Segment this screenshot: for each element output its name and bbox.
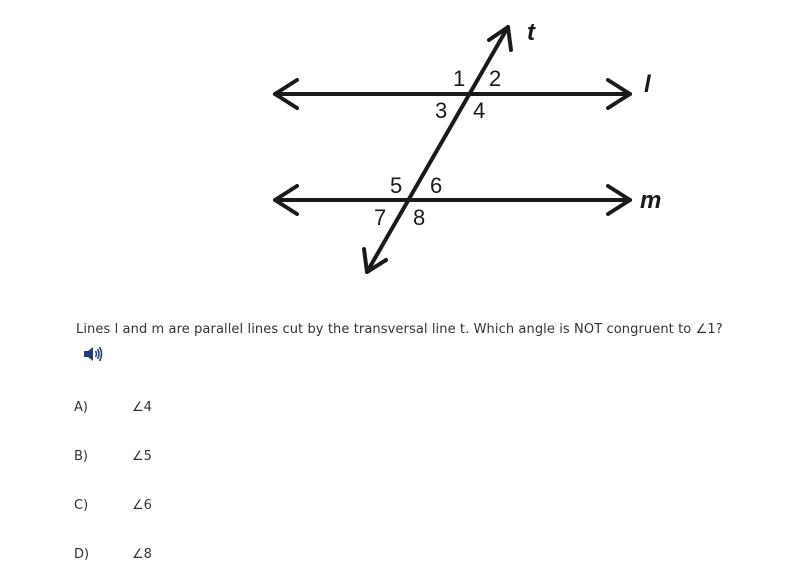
choice-letter: A)	[74, 400, 88, 415]
speaker-icon	[82, 344, 104, 364]
angle-label-3: 3	[435, 98, 448, 123]
line-l-label: l	[644, 71, 651, 98]
choice-answer: ∠4	[132, 400, 152, 415]
angle-label-1: 1	[453, 66, 466, 91]
choice-answer: ∠6	[132, 498, 152, 513]
choice-a[interactable]	[74, 400, 274, 420]
line-m-label: m	[640, 187, 662, 214]
line-m	[275, 186, 630, 214]
transversal-label: t	[527, 19, 535, 46]
audio-button[interactable]	[82, 344, 104, 364]
angle-label-6: 6	[430, 173, 443, 198]
angle-label-8: 8	[413, 205, 426, 230]
choice-letter: B)	[74, 449, 88, 464]
angle-label-5: 5	[390, 173, 403, 198]
angle-label-2: 2	[489, 66, 502, 91]
transversal-t	[364, 27, 511, 272]
choice-b[interactable]	[74, 449, 274, 469]
angle-label-4: 4	[473, 98, 486, 123]
choice-letter: C)	[74, 498, 89, 513]
choice-d[interactable]	[74, 547, 274, 567]
angle-label-7: 7	[374, 205, 387, 230]
choice-c[interactable]	[74, 498, 274, 518]
choice-answer: ∠8	[132, 547, 152, 562]
question-text: Lines l and m are parallel lines cut by the transversal line t. Which angle is NOT congruent to ∠1?	[76, 322, 723, 337]
choice-answer: ∠5	[132, 449, 152, 464]
choice-letter: D)	[74, 547, 90, 562]
